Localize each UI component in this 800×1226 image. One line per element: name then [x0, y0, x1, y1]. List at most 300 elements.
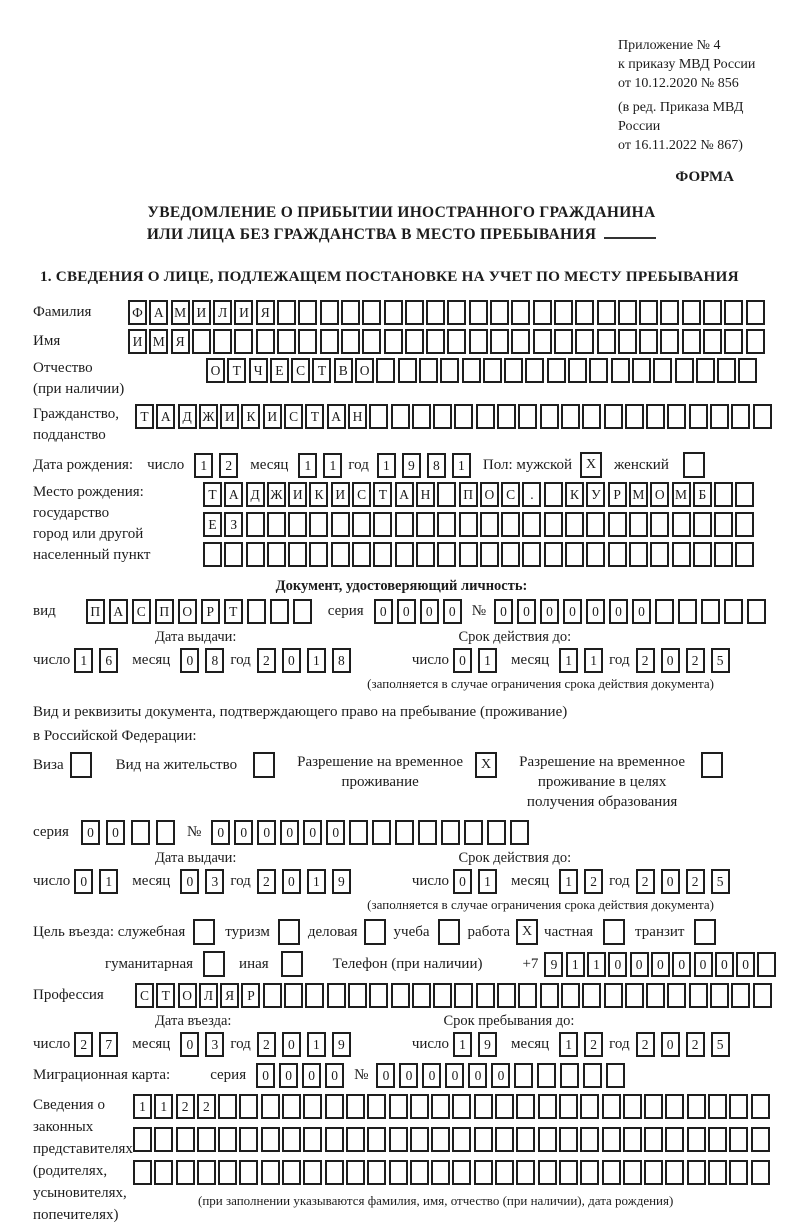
purpose-other-checkbox — [281, 951, 303, 977]
char-cell — [701, 599, 720, 624]
char-cell — [437, 482, 456, 507]
char-cell — [746, 300, 765, 325]
char-cell — [154, 1127, 173, 1152]
char-cell — [288, 512, 307, 537]
char-cell — [452, 1094, 471, 1119]
char-cell — [433, 404, 452, 429]
char-cell: Т — [156, 983, 175, 1008]
char-cell: 0 — [397, 599, 416, 624]
char-cell — [582, 983, 601, 1008]
char-cell — [751, 1127, 770, 1152]
doc-issue-year-cells — [257, 648, 357, 673]
char-cell: 0 — [608, 952, 627, 977]
year-label: год — [230, 652, 251, 668]
purpose-other-label: иная — [239, 955, 269, 972]
form-title — [33, 202, 770, 246]
char-cell: 3 — [205, 869, 224, 894]
day-label: число — [411, 873, 450, 889]
visa-checkbox — [70, 752, 92, 778]
char-cell: О — [355, 358, 374, 383]
appendix-line: Приложение № 4 — [618, 38, 721, 53]
char-cell — [544, 512, 563, 537]
citizenship-label — [33, 404, 135, 446]
surname-label: Фамилия — [33, 304, 92, 320]
char-cell — [710, 404, 729, 429]
char-cell: А — [224, 482, 243, 507]
char-cell — [644, 1094, 663, 1119]
char-cell: 0 — [282, 1032, 301, 1057]
doc-kind-label: вид — [33, 603, 56, 619]
char-cell — [497, 983, 516, 1008]
char-cell: 0 — [282, 869, 301, 894]
char-cell: Т — [305, 404, 324, 429]
char-cell — [518, 404, 537, 429]
day-label: число — [411, 652, 450, 668]
char-cell — [203, 542, 222, 567]
char-cell — [568, 358, 587, 383]
mig-series-cells — [256, 1063, 348, 1088]
char-cell: 2 — [686, 1032, 705, 1057]
char-cell — [729, 1127, 748, 1152]
char-cell — [689, 983, 708, 1008]
char-cell: 0 — [280, 820, 299, 845]
char-cell: 0 — [106, 820, 125, 845]
char-cell: 1 — [194, 453, 213, 478]
year-label: год — [609, 873, 630, 889]
residence-doc-text — [33, 700, 770, 748]
char-cell — [565, 542, 584, 567]
char-cell: 1 — [298, 453, 317, 478]
char-cell: 1 — [307, 1032, 326, 1057]
char-cell — [575, 300, 594, 325]
char-cell — [650, 512, 669, 537]
doc-issue-date-label: Дата выдачи: — [155, 629, 237, 645]
birthplace-label — [33, 482, 203, 572]
char-cell: С — [284, 404, 303, 429]
char-cell: 0 — [376, 1063, 395, 1088]
char-cell — [218, 1127, 237, 1152]
char-cell — [495, 1094, 514, 1119]
char-cell: 8 — [427, 453, 446, 478]
char-cell — [362, 300, 381, 325]
char-cell — [580, 1094, 599, 1119]
char-cell: А — [109, 599, 128, 624]
purpose-study-label: учеба — [393, 923, 430, 940]
appendix-line: от 10.12.2020 № 856 — [618, 76, 739, 91]
representatives-label-line: усыновителях, — [33, 1185, 127, 1201]
char-cell — [516, 1094, 535, 1119]
identity-doc-heading: Документ, удостоверяющий личность: — [275, 578, 528, 594]
char-cell: 1 — [74, 648, 93, 673]
char-cell: 0 — [74, 869, 93, 894]
char-cell — [341, 300, 360, 325]
char-cell — [632, 358, 651, 383]
char-cell — [735, 542, 754, 567]
char-cell: 5 — [711, 869, 730, 894]
char-cell: 1 — [587, 952, 606, 977]
char-cell — [224, 542, 243, 567]
permit-restriction-note: (заполняется в случае ограничения срока действия документа) — [367, 897, 714, 912]
char-cell: 0 — [715, 952, 734, 977]
char-cell — [724, 599, 743, 624]
char-cell — [540, 404, 559, 429]
doc-restriction-note: (заполняется в случае ограничения срока действия документа) — [367, 676, 714, 691]
char-cell — [447, 329, 466, 354]
char-cell — [376, 358, 395, 383]
char-cell — [667, 983, 686, 1008]
char-cell: Я — [171, 329, 190, 354]
char-cell: С — [291, 358, 310, 383]
residence-doc-text-line2: в Российской Федерации: — [33, 728, 197, 744]
permit-series-row — [33, 820, 770, 845]
char-cell: 0 — [180, 869, 199, 894]
char-cell: 1 — [99, 869, 118, 894]
patronymic-label-line2: (при наличии) — [33, 381, 125, 397]
char-cell — [582, 404, 601, 429]
char-cell — [441, 820, 460, 845]
char-cell — [433, 983, 452, 1008]
profession-label: Профессия — [33, 987, 104, 1003]
year-label: год — [230, 1036, 251, 1052]
char-cell — [367, 1127, 386, 1152]
char-cell — [389, 1127, 408, 1152]
char-cell: Т — [224, 599, 243, 624]
day-label: число — [33, 1036, 71, 1052]
permit-issue-month-cells — [180, 869, 230, 894]
phone-cells — [544, 952, 778, 977]
char-cell — [384, 329, 403, 354]
char-cell: 2 — [74, 1032, 93, 1057]
purpose-tourism-label: туризм — [225, 923, 270, 940]
char-cell: 0 — [661, 869, 680, 894]
doc-valid-until-label: Срок действия до: — [458, 629, 572, 645]
char-cell — [474, 1127, 493, 1152]
char-cell — [554, 329, 573, 354]
char-cell — [618, 329, 637, 354]
char-cell: 1 — [154, 1094, 173, 1119]
char-cell: 0 — [651, 952, 670, 977]
doc-date-labels — [33, 629, 770, 646]
citizenship-cells — [135, 404, 774, 429]
char-cell — [518, 983, 537, 1008]
birthplace-label-line1: Место рождения: — [33, 484, 144, 500]
char-cell: 2 — [584, 869, 603, 894]
char-cell — [270, 599, 289, 624]
doc-series-label: серия — [327, 603, 364, 619]
char-cell — [511, 300, 530, 325]
char-cell — [618, 300, 637, 325]
char-cell — [516, 1127, 535, 1152]
year-label: год — [609, 652, 630, 668]
permit-issue-year-cells — [257, 869, 357, 894]
char-cell: О — [178, 983, 197, 1008]
char-cell — [660, 329, 679, 354]
char-cell — [395, 820, 414, 845]
permit-number-label: № — [186, 824, 202, 840]
char-cell — [554, 300, 573, 325]
char-cell: К — [241, 404, 260, 429]
char-cell — [395, 512, 414, 537]
entry-month-cells — [180, 1032, 230, 1057]
gender-male-checkbox: X — [580, 452, 602, 478]
char-cell: 0 — [282, 648, 301, 673]
char-cell — [597, 300, 616, 325]
char-cell — [367, 1160, 386, 1185]
birthplace-cells-row1 — [203, 482, 757, 507]
char-cell — [538, 1094, 557, 1119]
char-cell — [447, 300, 466, 325]
char-cell — [511, 329, 530, 354]
representatives-block — [33, 1094, 770, 1226]
char-cell — [239, 1160, 258, 1185]
char-cell: 6 — [99, 648, 118, 673]
char-cell — [672, 512, 691, 537]
char-cell — [459, 512, 478, 537]
doc-kind-cells — [86, 599, 316, 624]
char-cell — [462, 358, 481, 383]
char-cell: Т — [312, 358, 331, 383]
char-cell: Л — [213, 300, 232, 325]
char-cell: 0 — [279, 1063, 298, 1088]
char-cell — [731, 404, 750, 429]
char-cell: Р — [201, 599, 220, 624]
char-cell: 2 — [686, 869, 705, 894]
representatives-label-line: Сведения о — [33, 1097, 105, 1113]
char-cell — [611, 358, 630, 383]
char-cell — [608, 542, 627, 567]
char-cell: Ф — [128, 300, 147, 325]
char-cell: А — [149, 300, 168, 325]
mig-number-cells — [376, 1063, 629, 1088]
char-cell — [352, 542, 371, 567]
char-cell — [218, 1094, 237, 1119]
char-cell: 1 — [566, 952, 585, 977]
char-cell — [197, 1127, 216, 1152]
char-cell — [352, 512, 371, 537]
char-cell: П — [86, 599, 105, 624]
char-cell — [320, 329, 339, 354]
char-cell: Я — [256, 300, 275, 325]
purpose-business-label: деловая — [307, 923, 358, 940]
char-cell: О — [650, 482, 669, 507]
year-label: год — [230, 873, 251, 889]
day-label: число — [33, 873, 71, 889]
char-cell: Ж — [267, 482, 286, 507]
char-cell — [522, 542, 541, 567]
patronymic-cells — [206, 358, 760, 383]
char-cell — [490, 329, 509, 354]
char-cell — [644, 1127, 663, 1152]
char-cell — [197, 1160, 216, 1185]
char-cell: 1 — [584, 648, 603, 673]
birthplace-cells-row3 — [203, 542, 757, 567]
char-cell: 2 — [219, 453, 238, 478]
char-cell: Ж — [199, 404, 218, 429]
stay-day-cells — [453, 1032, 503, 1057]
char-cell — [389, 1160, 408, 1185]
char-cell — [604, 404, 623, 429]
char-cell: 0 — [609, 599, 628, 624]
char-cell — [501, 512, 520, 537]
char-cell: 8 — [332, 648, 351, 673]
char-cell: 0 — [453, 648, 472, 673]
char-cell — [349, 820, 368, 845]
char-cell: Е — [203, 512, 222, 537]
char-cell: 1 — [559, 1032, 578, 1057]
char-cell — [504, 358, 523, 383]
char-cell — [298, 329, 317, 354]
patronymic-label — [33, 358, 206, 400]
permit-date-labels — [33, 850, 770, 867]
char-cell: 0 — [81, 820, 100, 845]
char-cell: 1 — [453, 1032, 472, 1057]
char-cell — [639, 300, 658, 325]
char-cell — [384, 300, 403, 325]
char-cell — [373, 542, 392, 567]
char-cell: Б — [693, 482, 712, 507]
char-cell — [538, 1127, 557, 1152]
char-cell: 0 — [694, 952, 713, 977]
char-cell: 2 — [584, 1032, 603, 1057]
char-cell — [714, 512, 733, 537]
char-cell — [629, 542, 648, 567]
form-title-line1: УВЕДОМЛЕНИЕ О ПРИБЫТИИ ИНОСТРАННОГО ГРАЖДАНИНА — [147, 204, 656, 221]
char-cell — [247, 599, 266, 624]
char-cell — [495, 1127, 514, 1152]
permit-valid-month-cells — [559, 869, 609, 894]
char-cell — [533, 329, 552, 354]
char-cell: 2 — [197, 1094, 216, 1119]
char-cell — [660, 300, 679, 325]
char-cell — [263, 983, 282, 1008]
char-cell — [218, 1160, 237, 1185]
permit-series-label: серия — [33, 824, 69, 840]
char-cell — [426, 300, 445, 325]
birthplace-cells-row2 — [203, 512, 757, 537]
char-cell: Т — [373, 482, 392, 507]
char-cell — [602, 1127, 621, 1152]
char-cell — [583, 1063, 602, 1088]
doc-number-label: № — [471, 603, 486, 619]
char-cell: 2 — [257, 1032, 276, 1057]
char-cell — [405, 300, 424, 325]
char-cell — [452, 1160, 471, 1185]
char-cell: 1 — [478, 648, 497, 673]
char-cell: У — [586, 482, 605, 507]
char-cell — [602, 1094, 621, 1119]
char-cell: 2 — [176, 1094, 195, 1119]
form-title-line2 — [33, 224, 770, 246]
char-cell: К — [309, 482, 328, 507]
char-cell: Я — [220, 983, 239, 1008]
char-cell — [724, 329, 743, 354]
char-cell — [348, 983, 367, 1008]
char-cell: 0 — [443, 599, 462, 624]
residence-doc-text-line1: Вид и реквизиты документа, подтверждающего право на пребывание (проживание) — [33, 704, 568, 720]
char-cell: 2 — [257, 869, 276, 894]
char-cell — [693, 542, 712, 567]
month-label: месяц — [511, 1036, 550, 1052]
char-cell — [346, 1094, 365, 1119]
char-cell — [483, 358, 502, 383]
purpose-transit-label: транзит — [635, 923, 685, 940]
char-cell — [753, 404, 772, 429]
char-cell — [696, 358, 715, 383]
entry-date-labels — [33, 1013, 770, 1030]
char-cell — [639, 329, 658, 354]
char-cell — [586, 512, 605, 537]
char-cell: И — [263, 404, 282, 429]
purpose-humanitarian-label: гуманитарная — [105, 955, 194, 972]
char-cell — [653, 358, 672, 383]
char-cell — [729, 1094, 748, 1119]
permit-valid-day-cells — [453, 869, 503, 894]
purpose-work-checkbox: X — [516, 919, 538, 945]
purpose-tourism-checkbox — [278, 919, 300, 945]
char-cell: 1 — [559, 648, 578, 673]
name-label: Имя — [33, 333, 61, 349]
char-cell: 0 — [563, 599, 582, 624]
char-cell — [575, 329, 594, 354]
name-row — [33, 329, 770, 354]
purpose-official-label: Цель въезда: служебная — [33, 923, 186, 940]
form-title-line2-text: ИЛИ ЛИЦА БЕЗ ГРАЖДАНСТВА В МЕСТО ПРЕБЫВАНИЯ — [146, 226, 597, 243]
char-cell: 5 — [711, 648, 730, 673]
char-cell: 0 — [517, 599, 536, 624]
char-cell: А — [327, 404, 346, 429]
char-cell: 0 — [540, 599, 559, 624]
appendix-edition-line: от 16.11.2022 № 867) — [618, 138, 743, 153]
doc-dates-row — [33, 648, 770, 673]
permit-issue-day-cells — [74, 869, 124, 894]
char-cell — [391, 404, 410, 429]
char-cell: 1 — [452, 453, 471, 478]
char-cell: Д — [246, 482, 265, 507]
char-cell — [580, 1160, 599, 1185]
char-cell — [665, 1094, 684, 1119]
purpose-private-checkbox — [603, 919, 625, 945]
char-cell — [261, 1160, 280, 1185]
char-cell: 2 — [686, 648, 705, 673]
purpose-humanitarian-checkbox — [203, 951, 225, 977]
char-cell: О — [206, 358, 225, 383]
char-cell — [305, 983, 324, 1008]
char-cell — [514, 1063, 533, 1088]
gender-female-label: женский — [614, 456, 669, 473]
purpose-row — [33, 919, 770, 945]
char-cell — [476, 983, 495, 1008]
char-cell: 0 — [256, 1063, 275, 1088]
char-cell — [341, 329, 360, 354]
doc-issue-day-cells — [74, 648, 124, 673]
char-cell — [682, 329, 701, 354]
visa-label: Виза — [33, 757, 64, 773]
char-cell — [303, 1094, 322, 1119]
permit-issue-date-label: Дата выдачи: — [155, 850, 237, 866]
char-cell — [389, 1094, 408, 1119]
char-cell — [665, 1160, 684, 1185]
char-cell — [689, 404, 708, 429]
char-cell — [362, 329, 381, 354]
char-cell — [717, 358, 736, 383]
char-cell: М — [149, 329, 168, 354]
citizenship-row — [33, 404, 770, 446]
char-cell — [464, 820, 483, 845]
char-cell: Р — [608, 482, 627, 507]
char-cell: К — [565, 482, 584, 507]
purpose-transit-checkbox — [694, 919, 716, 945]
char-cell — [369, 404, 388, 429]
